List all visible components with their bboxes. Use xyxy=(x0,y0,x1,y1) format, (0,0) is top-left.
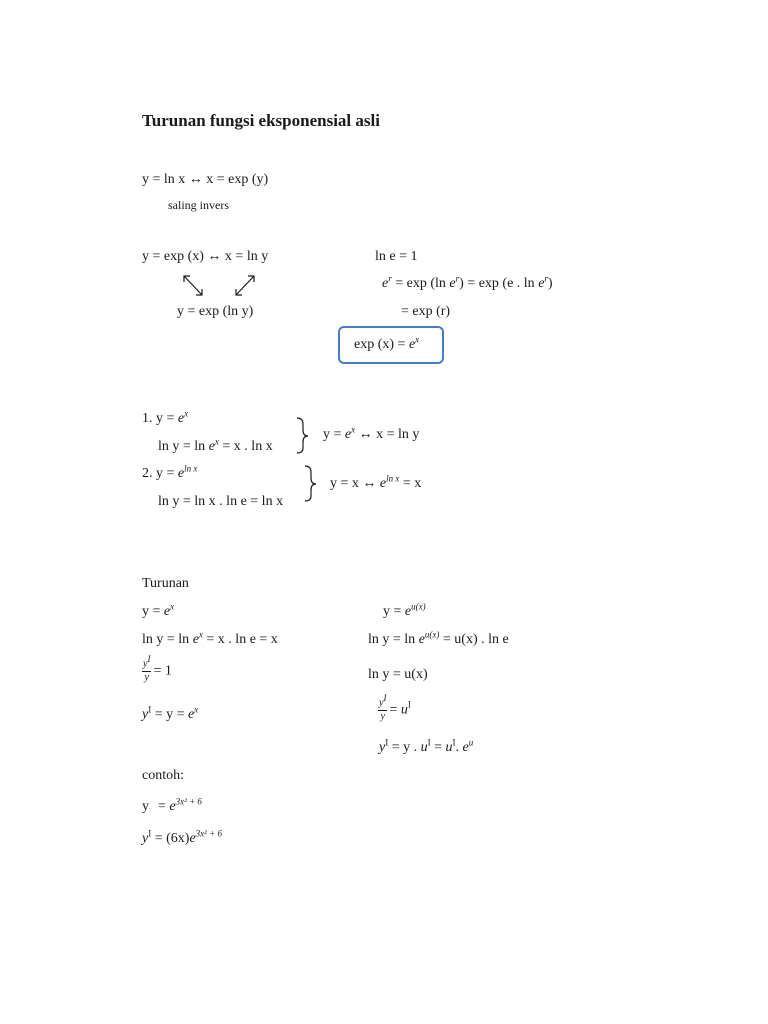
e-symbol: e xyxy=(169,799,176,814)
exponent: x xyxy=(170,601,175,612)
e-symbol: e xyxy=(208,439,215,454)
exponent: I xyxy=(383,693,387,703)
expr-text: = u(x) . ln e xyxy=(439,632,509,647)
exponent: I xyxy=(407,699,411,710)
expr-text: 2. y = xyxy=(142,466,178,481)
exponent: u xyxy=(468,737,474,748)
y-symbol: y xyxy=(142,831,149,846)
expr-text: = x xyxy=(399,476,422,491)
exponent: r xyxy=(544,273,548,284)
y-symbol: y xyxy=(142,707,149,722)
expr-text: = xyxy=(158,799,170,814)
exponent: 3x² + 6 xyxy=(175,796,202,807)
e-symbol: e xyxy=(344,427,352,442)
e-symbol: e xyxy=(189,831,196,846)
u-symbol: u xyxy=(445,740,453,755)
exponent: x xyxy=(194,704,199,715)
numerator: y xyxy=(143,658,148,670)
denominator: y xyxy=(380,710,385,722)
u-symbol: u xyxy=(420,740,428,755)
expr-text: ) = exp (e . ln xyxy=(459,276,539,291)
item-2-line-2: ln y = ln x . ln e = ln x xyxy=(158,494,284,509)
brace-item-1 xyxy=(297,418,308,453)
expr-text: = x . ln e = x xyxy=(202,632,278,647)
expr-text: exp (x) = xyxy=(354,337,409,352)
e-symbol: e xyxy=(379,476,387,491)
expr-text: ln y = ln xyxy=(158,439,209,454)
exponent: x xyxy=(214,436,219,447)
expr-text: = 1 xyxy=(153,663,172,679)
e-symbol: e xyxy=(418,632,425,647)
e-symbol: e xyxy=(449,276,456,291)
expr-text: = xyxy=(389,702,401,718)
expr-text: y = x ↔ xyxy=(330,476,380,491)
expr-text: . xyxy=(455,740,463,755)
exp-ln-identity: y = exp (ln y) xyxy=(177,304,254,319)
exponent: I xyxy=(385,737,389,748)
ln-e-equals-one: ln e = 1 xyxy=(375,249,418,264)
expr-text: 1. y = xyxy=(142,411,178,426)
exponent: I xyxy=(427,737,431,748)
e-symbol: e xyxy=(382,276,389,291)
exponent: I xyxy=(148,704,152,715)
e-symbol: e xyxy=(462,740,469,755)
expr-text: y = xyxy=(323,427,345,442)
exponent: r xyxy=(388,273,392,284)
exponent: ln x xyxy=(184,463,198,474)
exponent: I xyxy=(452,737,456,748)
expr-text: ln y = ln xyxy=(142,632,193,647)
expr-text: y = xyxy=(142,604,164,619)
e-symbol: e xyxy=(177,411,185,426)
left-diagonal-arrow xyxy=(184,276,202,295)
brace-item-2 xyxy=(305,466,316,501)
turunan-right-line-3: ln y = u(x) xyxy=(368,667,428,682)
expr-text: = exp (ln xyxy=(391,276,450,291)
exponent: ln x xyxy=(386,473,400,484)
exponent: r xyxy=(455,273,460,284)
expr-text: ↔ x = ln y xyxy=(355,427,420,442)
expr-text: ) xyxy=(547,276,553,291)
contoh-heading: contoh: xyxy=(142,768,184,783)
inverse-note: saling invers xyxy=(168,198,229,212)
expr-text: = x . ln x xyxy=(218,439,273,454)
inverse-relation-line: y = ln x ↔ x = exp (y) xyxy=(142,172,269,187)
exp-inverse-line: y = exp (x) ↔ x = ln y xyxy=(142,249,269,264)
e-symbol: e xyxy=(163,604,171,619)
u-symbol: u xyxy=(400,702,408,718)
e-symbol: e xyxy=(404,604,412,619)
expr-text: ln y = ln xyxy=(368,632,419,647)
expr-text: y = xyxy=(383,604,405,619)
expr-text: = y = xyxy=(151,707,189,722)
e-symbol: e xyxy=(188,707,195,722)
right-diagonal-arrow xyxy=(236,276,254,295)
numerator: y xyxy=(379,697,384,709)
exponent: x xyxy=(351,424,356,435)
e-symbol: e xyxy=(177,466,185,481)
denominator: y xyxy=(144,671,149,683)
exponent: x xyxy=(184,408,189,419)
expr-text: y xyxy=(142,799,149,814)
exponent: x xyxy=(415,334,420,345)
y-symbol: y xyxy=(379,740,386,755)
exponent: 3x² + 6 xyxy=(195,828,222,839)
exponent: I xyxy=(148,828,152,839)
exponent: u(x) xyxy=(424,629,440,640)
expr-text: = (6x) xyxy=(151,831,190,846)
e-symbol: e xyxy=(538,276,545,291)
page-title: Turunan fungsi eksponensial asli xyxy=(142,111,380,130)
e-symbol: e xyxy=(408,337,416,352)
exponent: x xyxy=(198,629,203,640)
exponent: I xyxy=(147,654,151,664)
turunan-heading: Turunan xyxy=(142,576,189,591)
expr-text: = y . xyxy=(388,740,421,755)
exponent: u(x) xyxy=(411,601,426,612)
exp-r-result: = exp (r) xyxy=(401,304,451,319)
expr-text: = xyxy=(430,740,446,755)
e-symbol: e xyxy=(192,632,199,647)
